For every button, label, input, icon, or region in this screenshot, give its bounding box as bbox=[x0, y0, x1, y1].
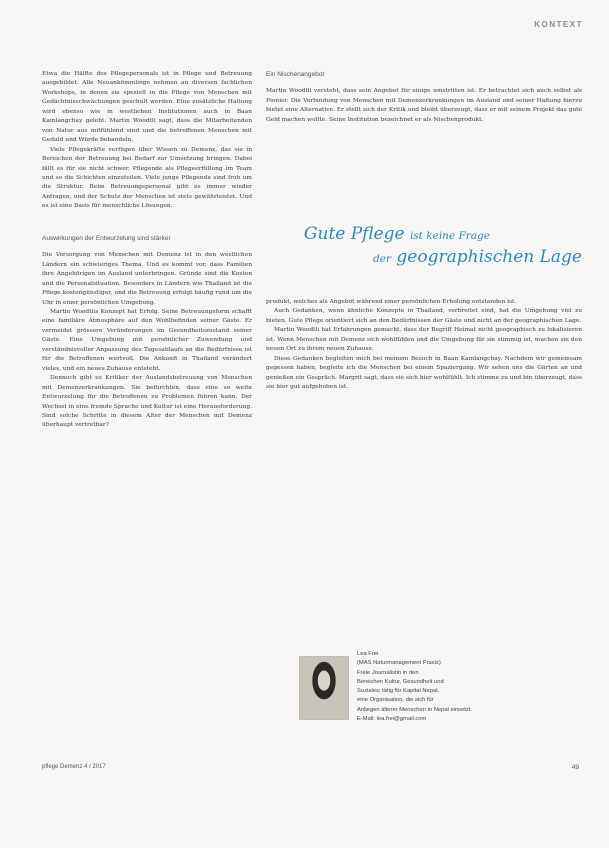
right-paragraph-1: Martin Woodtli versteht, dass sein Angebot für einige umstritten ist. Er betrachtet sich auch selbst als Pionier. Die Verbindung von Menschen mit Demenzerkrankungen im Ausland und seiner Haltung hierzu bietet eine Alternative. Er stellt sich der Kritik und bleibt überzeugt, dass er mit seinem Projekt das gute Geld machen wollte. Seine Institution bezeichnet er als Nischenprodukt. bbox=[266, 88, 582, 123]
author-email: E-Mail: lea.frei@gmail.com bbox=[357, 716, 427, 723]
right-paragraph-3: Auch Gedanken, wenn ähnliche Konzepte in Thailand, verbreitet sind, hat die Umgebung viel zu bieten. Gute Pflege orientiert sich an den Bedürfnissen der Gäste und nicht an der geographischen Lage. bbox=[266, 308, 582, 324]
left-paragraph-1: Etwa die Hälfte des Pflegepersonals ist in Pflege und Betreuung ausgebildet. Alle Neuankömmlinge nehmen an diversen fachlichen Workshops, in denen sie speziell in die Pflege von Menschen mit Gedächtnisschwächungen geschult werden. Eine zusätzliche Haltung wird ebenso wie in westlichen Institutionen auch in Baan Kamlangchay gelebt. Martin Woodtli sagt, dass die Mitarbeitenden von Natur aus mitfühlend sind und die betroffenen Menschen mit Geduld und Würde behandeln. bbox=[42, 71, 252, 144]
pull-quote bbox=[266, 224, 582, 270]
author-bio-line: Soziales; tätig für Kapital Nepal, bbox=[357, 688, 440, 695]
left-column bbox=[42, 70, 252, 431]
author-photo bbox=[299, 656, 349, 720]
left-paragraph-3: Die Versorgung von Menschen mit Demenz ist in den westlichen Ländern ein schwieriges Thema. Und es kommt vor, dass Familien ihre Angehörigen im Ausland unterbringen. Gründe sind die Kosten und die Personalsituation. Besonders in Ländern wie Thailand ist die Pflege kostengünstiger, und die Betreuung erfolgt häufig rund um die Uhr in einer persönlichen Umgebung. bbox=[42, 252, 252, 306]
right-column-bottom bbox=[266, 298, 582, 393]
left-paragraph-5: Dennoch gibt es Kritiker der Auslandsbetreuung von Menschen mit Demenzerkrankungen. Sie befürchten, dass eine so weite Entwurzelung für die Betroffenen zu Problemen führen kann. Der Wechsel in eine fremde Sprache und Kultur ist eine Herausforderung. Sind solche Schritte in diesem Alter der Menschen mit Demenz überhaupt vertretbar? bbox=[42, 375, 252, 429]
author-name: Lea Frei bbox=[357, 651, 379, 657]
left-paragraph-2: Viele Pflegekräfte verfügen über Wissen zu Demenz, das sie in Bereichen der Betreuung bei Bedarf zur Umsetzung bringen. Dabei fällt es für sie nicht schwer, Pflegende als Pflegeerfüllung im Team und so die Schichten einzuteilen. Viele junge Pflegende sind froh um die Struktur. Beim Betreuungspersonal gibt es immer wieder Anfragen, und der Schutz der Menschen ist stets gewährleistet. Und es ist eine Basis für menschliche Lösungen. bbox=[42, 146, 252, 210]
left-paragraph-4: Martin Woodtlis Konzept hat Erfolg. Seine Betreuungsform schafft eine familiäre Atmosphäre auf den Wohlbefinden seiner Gäste. Er vermeidet grössere Veränderungen im Gesundheitszustand seiner Gäste. Eine Umgebung mit persönlicher Zuwendung und verständnisvoller Anpassung des Tagesablaufs an die Bedürfnisse ist für die Betroffenen wertvoll. Die Ankunft in Thailand verändert vieles, und ein neues Zuhause entsteht. bbox=[42, 308, 252, 372]
right-column-top bbox=[266, 70, 582, 125]
quote-part-1: Gute Pflege bbox=[303, 224, 405, 244]
journal-footer: pflege Demenz 4 / 2017 bbox=[42, 764, 106, 770]
right-section-heading: Ein Nischenangebot bbox=[266, 71, 325, 78]
section-rubric: KONTEXT bbox=[534, 20, 583, 29]
author-bio-line: Bereichen Kultur, Gesundheit und bbox=[357, 678, 444, 685]
author-bio-line: eine Organisation, die sich für bbox=[357, 697, 434, 704]
right-paragraph-4: Martin Woodtli hat Erfahrungen gemacht, dass der Begriff Heimat nicht geographisch zu lokalisieren ist. Wenn Menschen mit Demenz sich wohlfühlen und die Umgebung für sie stimmig ist, machen sie den neuen Ort zu ihrem neuen Zuhause. bbox=[266, 327, 582, 353]
right-paragraph-2: produkt, welches als Angebot während einer persönlichen Erholung entstanden ist. bbox=[266, 299, 517, 305]
right-paragraph-5: Diese Gedanken begleiten mich bei meinem Besuch in Baan Kamlangchay. Nachdem wir gemeinsam gegessen haben, begleite ich die Menschen bei einem Spaziergang. Wir sehen uns die Gärten an und genießen ein Gespräch. Margrit sagt, dass sie sich hier wohlfühlt. Ich stimme zu und bin überzeugt, dass sie hier gut aufgehoben ist. bbox=[266, 355, 582, 391]
page-number: 49 bbox=[571, 764, 579, 771]
author-bio-line: (MAS Naturmanagement Praxis) bbox=[357, 660, 441, 667]
author-bio-line: Anliegen älterer Menschen in Nepal einsetzt. bbox=[357, 706, 473, 713]
author-bio bbox=[357, 650, 557, 724]
quote-part-4: geographischen Lage bbox=[396, 247, 582, 267]
author-bio-line: Freie Journalistin in den bbox=[357, 669, 419, 676]
quote-part-2: ist keine Frage bbox=[409, 230, 490, 242]
quote-part-3: der bbox=[373, 253, 392, 265]
left-section-heading: Auswirkungen der Entwurzelung sind stärker bbox=[42, 234, 171, 242]
